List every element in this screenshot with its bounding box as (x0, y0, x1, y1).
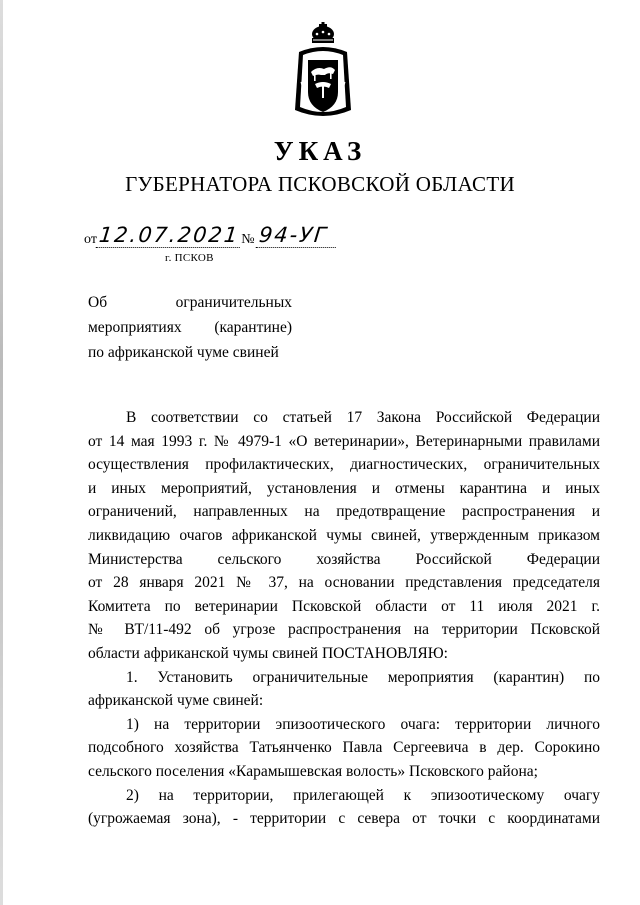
body-line: подсобного хозяйства Татьянченко Павла Сергеевича в дер. Сорокино (88, 739, 600, 757)
date-prefix: от (84, 232, 97, 247)
body-line: сельского поселения «Карамышевская волость» Псковского района; (88, 762, 538, 780)
subject-word: ограничительных (175, 294, 292, 311)
handwritten-number: 94-УГ (255, 223, 338, 248)
date-number-row (84, 222, 337, 248)
body-line: области африканской чумы свиней ПОСТАНОВЛЯЮ: (88, 644, 448, 662)
handwritten-date: 12.07.2021 (96, 223, 243, 248)
subject-word: (карантине) (214, 319, 292, 336)
number-prefix: № (241, 232, 255, 247)
body-line: африканской чуме свиней: (88, 692, 264, 710)
body-line: 1. Установить ограничительные мероприятия (карантин) по (126, 668, 600, 686)
body-line: 1) на территории эпизоотического очага: территории личного (126, 715, 600, 733)
body-line: от 14 мая 1993 г. № 4979-1 «О ветеринарии», Ветеринарными правилами (88, 432, 600, 450)
body-line: 2) на территории, прилегающей к эпизоотическому очагу (126, 786, 600, 804)
subject-word: Об (88, 294, 108, 311)
body-line: от 28 января 2021 № 37, на основании представления председателя (88, 574, 600, 592)
body-line: ограничений, направленных на предотвращение распространения и (88, 503, 600, 521)
subject-line (88, 315, 292, 340)
pskov-coat-of-arms-icon (291, 22, 355, 122)
body-line: Министерства сельского хозяйства Российской Федерации (88, 550, 600, 568)
subject-word: мероприятиях (88, 319, 182, 336)
document-subtitle: ГУБЕРНАТОРА ПСКОВСКОЙ ОБЛАСТИ (125, 172, 515, 196)
subject-line (88, 290, 292, 315)
subject-line: по африканской чуме свиней (88, 344, 279, 361)
city-label: г. ПСКОВ (165, 252, 214, 264)
body-line: В соответствии со статьей 17 Закона Российской Федерации (126, 409, 600, 426)
body-line: и иных мероприятий, установления и отмены карантина и иных (88, 479, 600, 497)
body-line: Комитета по ветеринарии Псковской области от 11 июля 2021 г. (88, 597, 600, 615)
body-line: осуществления профилактических, диагностических, ограничительных (88, 456, 600, 474)
document-title: УКАЗ (273, 136, 367, 166)
body-line: (угрожаемая зона), - территории с севера от точки с координатами (88, 810, 600, 828)
document-body (88, 406, 600, 831)
body-line: № ВТ/11-492 об угрозе распространения на территории Псковской (88, 621, 600, 639)
document-subject (88, 290, 292, 365)
body-line: ликвидацию очагов африканской чумы свиней, утвержденным приказом (88, 526, 600, 544)
